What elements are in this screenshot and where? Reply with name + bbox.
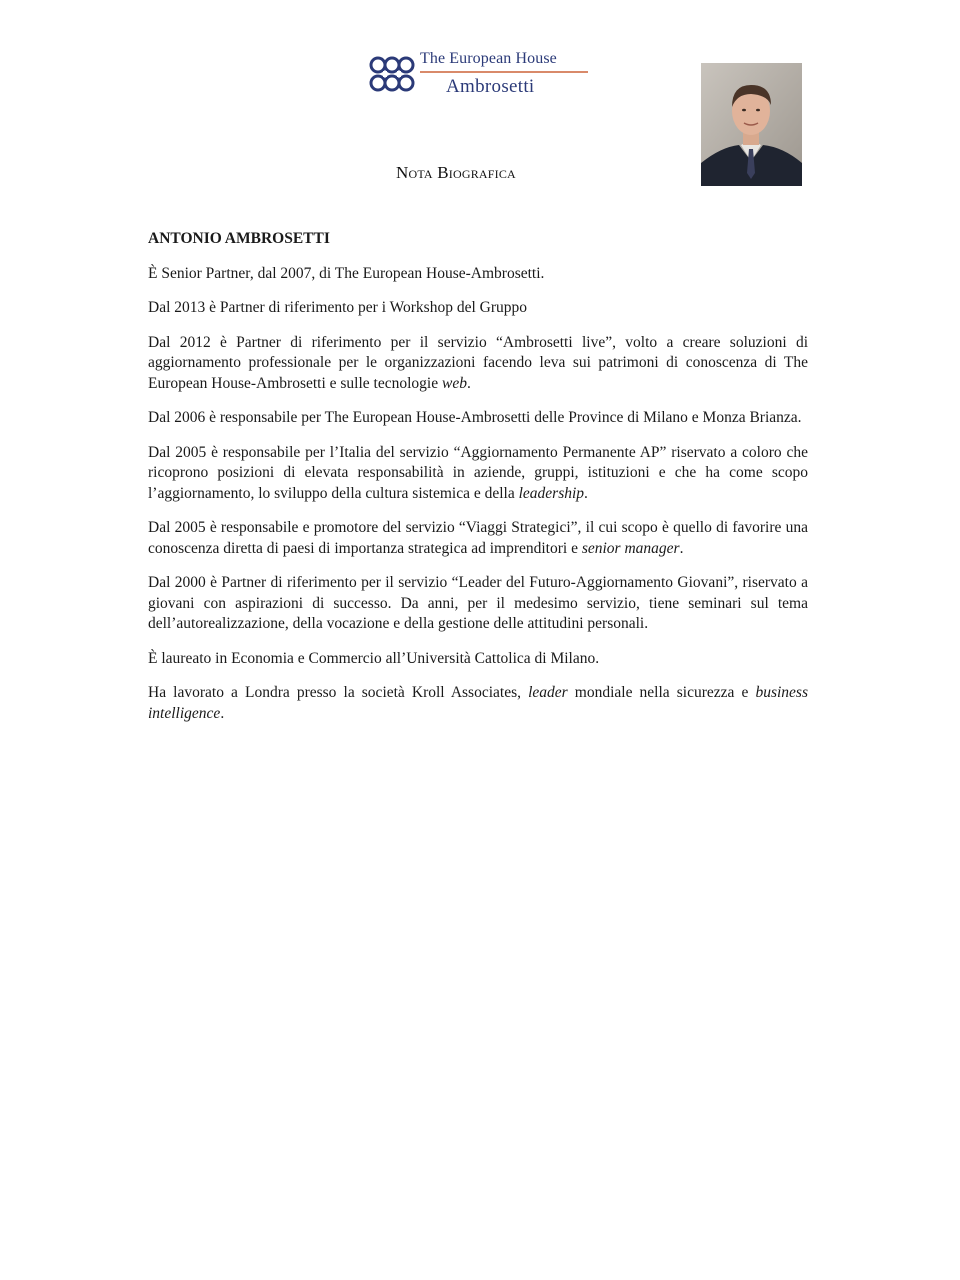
- bio-paragraph-6: [148, 518, 808, 559]
- bio-paragraph-6-text: Dal 2005 è responsabile e promotore del servizio “Viaggi Strategici”, il cui scopo è quello di favorire una conoscenza diretta di paesi di importanza strategica ad imprenditori e: [148, 519, 808, 557]
- bio-paragraph-9: [148, 683, 808, 724]
- bio-paragraph-9-text-a: Ha lavorato a Londra presso la società Kroll Associates,: [148, 684, 529, 701]
- portrait-figure: [701, 63, 802, 186]
- bio-paragraph-5-text: Dal 2005 è responsabile per l’Italia del servizio “Aggiornamento Permanente AP” riservato a coloro che ricoprono posizioni di elevata responsabilità in aziende, gruppi, istituzioni e che ha come scopo l’aggiornamento, lo sviluppo della cultura sistemica e della: [148, 443, 808, 502]
- bio-paragraph-2: Dal 2013 è Partner di riferimento per i Workshop del Gruppo: [148, 299, 527, 316]
- bio-paragraph-3-end: .: [466, 374, 471, 392]
- bio-paragraph-3-text: Dal 2012 è Partner di riferimento per il servizio “Ambrosetti live”, volto a creare soluzioni di aggiornamento professionale per le organizzazioni facendo leva sui patrimoni di conoscenza di The European House-Ambrosetti e sulle tecnologie: [148, 333, 808, 392]
- logo-divider: [420, 71, 588, 73]
- bio-paragraph-9-text-b: mondiale nella sicurezza e: [567, 684, 756, 701]
- portrait-photo: [701, 63, 802, 186]
- bio-paragraph-6-end: .: [679, 539, 684, 557]
- bio-paragraph-7: Dal 2000 è Partner di riferimento per il servizio “Leader del Futuro-Aggiornamento Giovani”, riservato a giovani con aspirazioni di successo. Da anni, per il medesimo servizio, tiene seminari sul tema dell’autorealizzazione, della vocazione e della gestione delle attitudini personali.: [148, 574, 808, 632]
- biography: [148, 229, 808, 738]
- bio-paragraph-8: È laureato in Economia e Commercio all’Università Cattolica di Milano.: [148, 649, 600, 667]
- bio-paragraph-5: [148, 443, 808, 505]
- bio-paragraph-5-em: leadership: [518, 484, 585, 502]
- document-title: [396, 163, 516, 183]
- bio-paragraph-1: È Senior Partner, dal 2007, di The European House-Ambrosetti.: [148, 264, 545, 282]
- bio-paragraph-9-em-1: leader: [528, 684, 568, 701]
- bio-paragraph-3: [148, 333, 808, 395]
- bio-paragraph-6-em: senior manager: [581, 539, 680, 557]
- logo-text-line1: The European House: [420, 50, 557, 67]
- bio-paragraph-5-end: .: [584, 484, 588, 502]
- bio-paragraph-9-end: .: [220, 704, 225, 722]
- logo-mark-icon: [366, 54, 416, 94]
- bio-paragraph-9-em-2: business intelligence: [148, 684, 808, 722]
- logo-text-line2: Ambrosetti: [446, 76, 535, 97]
- bio-paragraph-4: Dal 2006 è responsabile per The European House-Ambrosetti delle Province di Milano e Monza Brianza.: [148, 409, 802, 426]
- bio-paragraph-3-em: web: [442, 374, 467, 392]
- document-title-text: Nota Biografica: [396, 163, 516, 182]
- person-name: ANTONIO AMBROSETTI: [148, 230, 330, 247]
- company-logo: [366, 50, 592, 100]
